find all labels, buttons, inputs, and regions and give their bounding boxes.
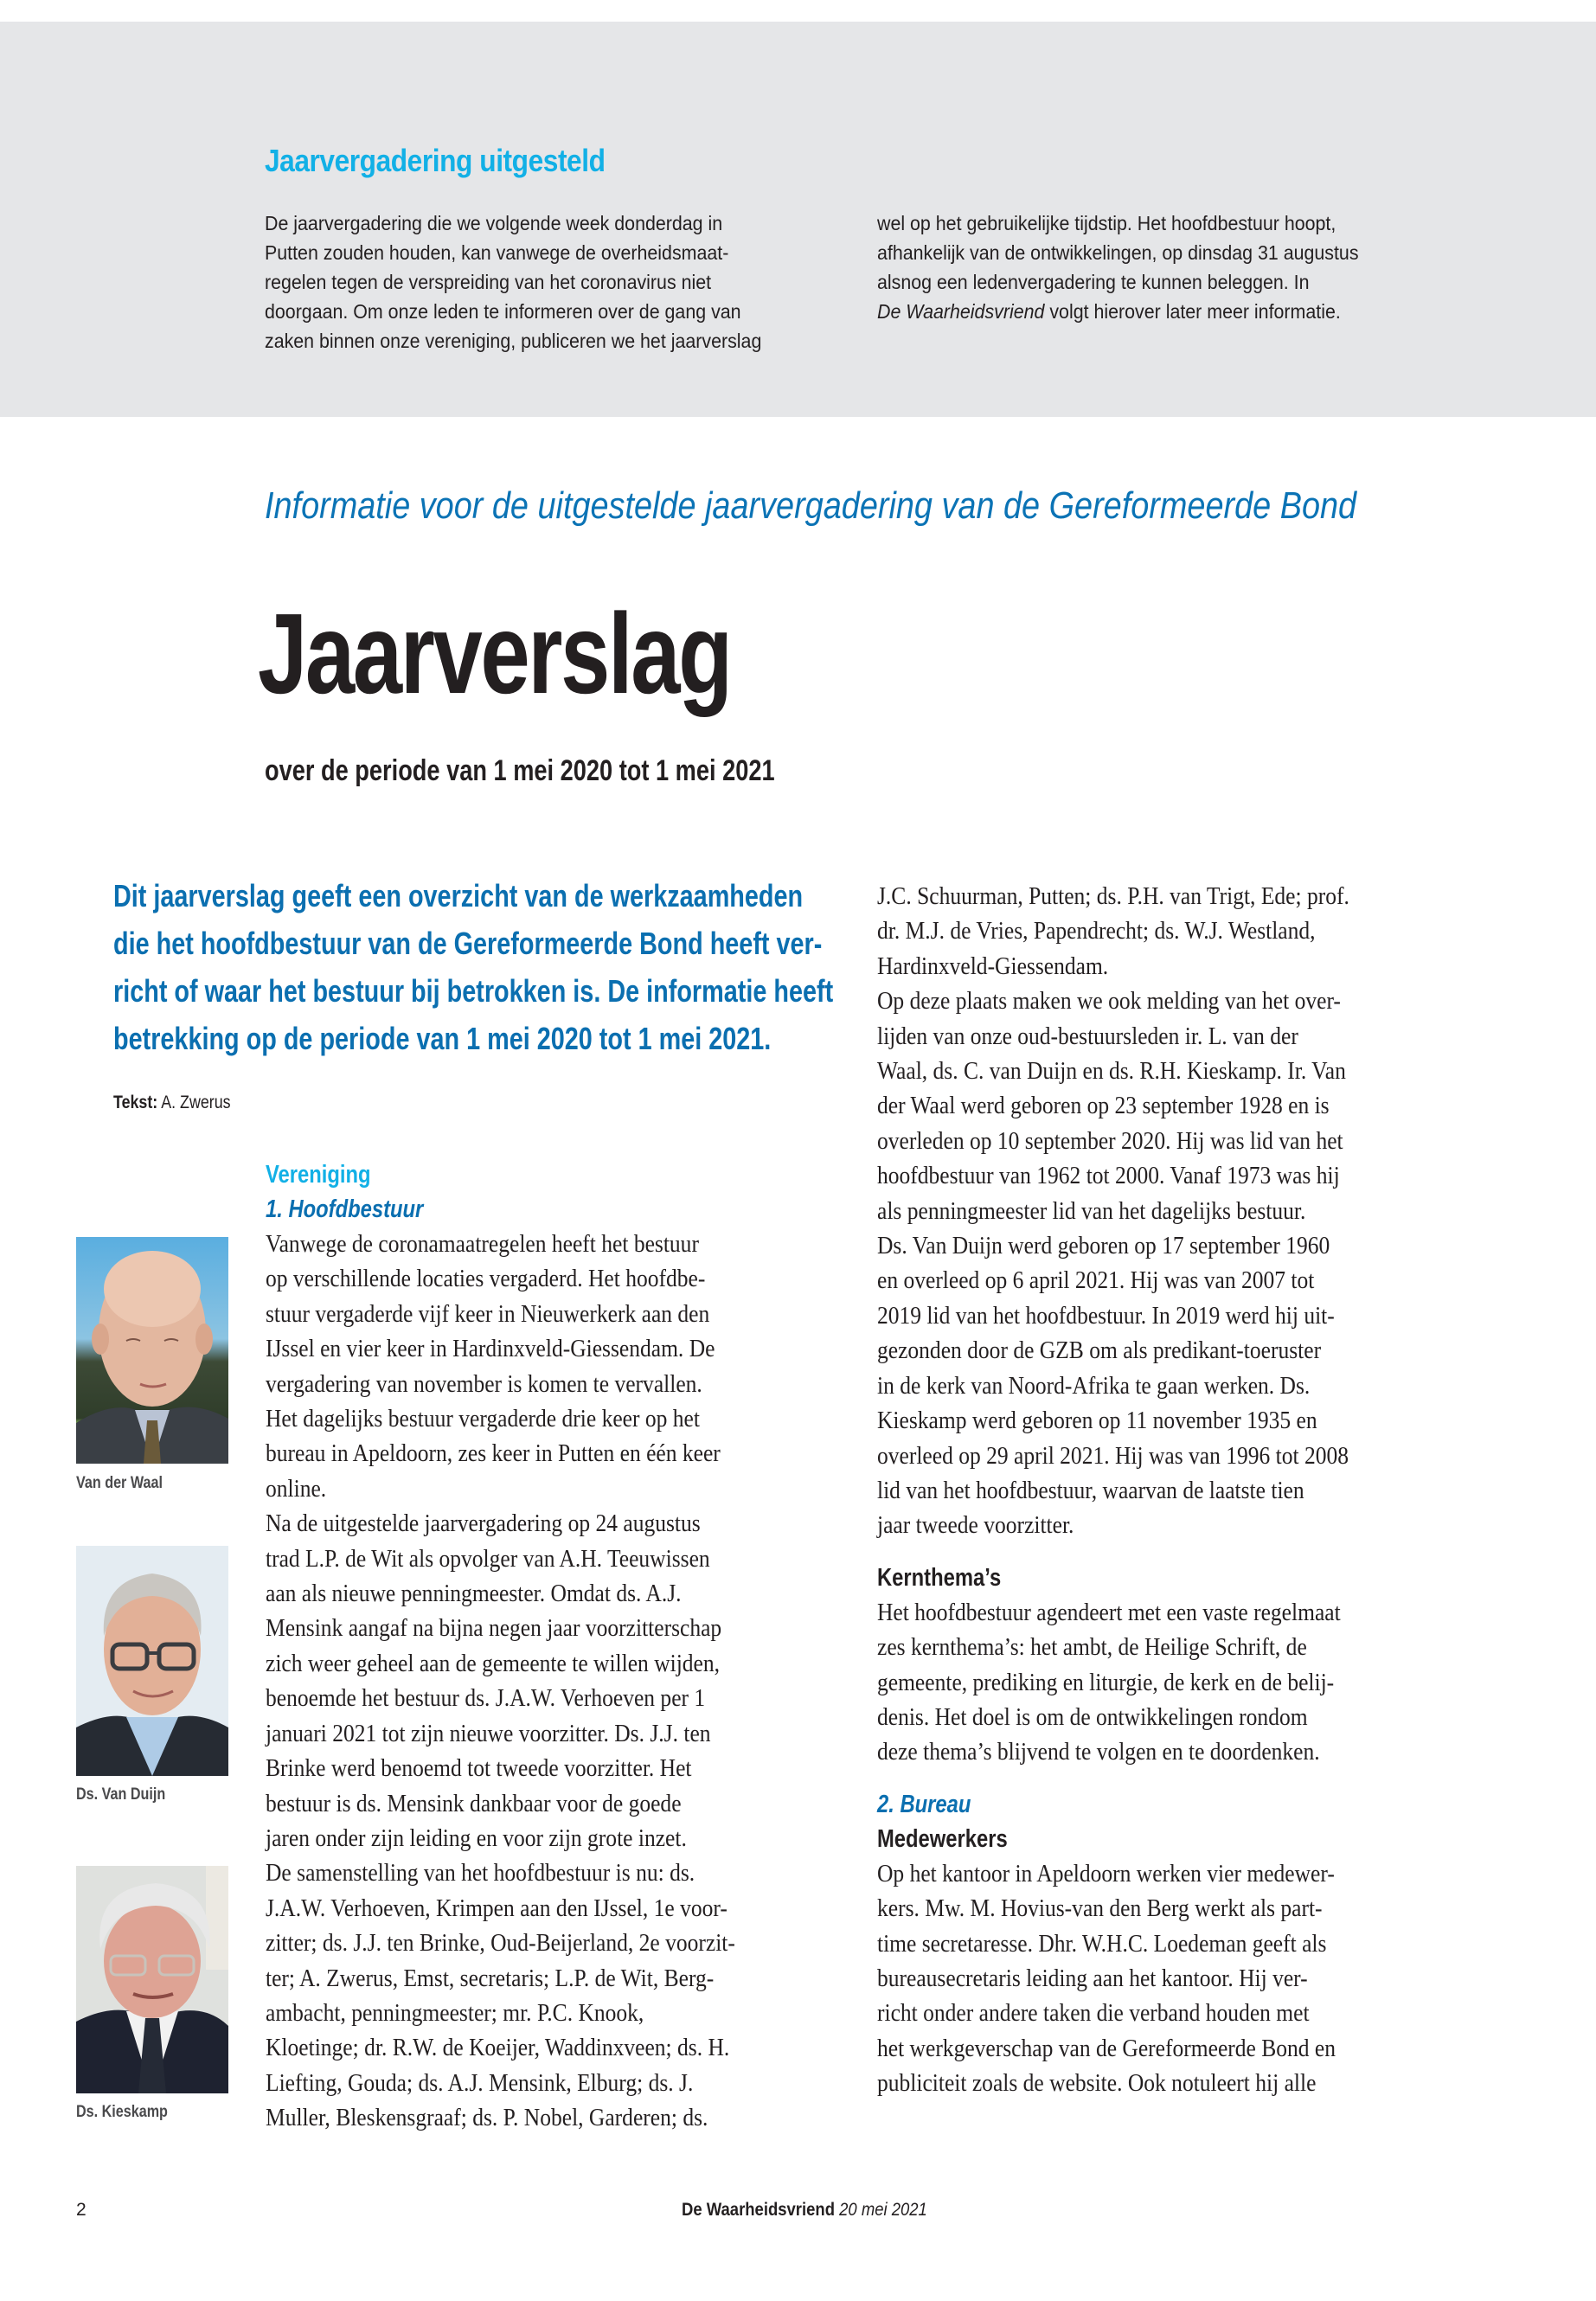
body-line: jaar tweede voorzitter. xyxy=(877,1511,1074,1540)
byline-author: A. Zwerus xyxy=(157,1093,231,1112)
body-line: hoofdbestuur van 1962 tot 2000. Vanaf 1973 was hij xyxy=(877,1162,1340,1190)
body-line: denis. Het doel is om de ontwikkelingen rondom xyxy=(877,1702,1308,1731)
subsection-heading-bureau: 2. Bureau xyxy=(877,1790,971,1818)
publication-date: 20 mei 2021 xyxy=(834,2200,927,2220)
body-line: J.C. Schuurman, Putten; ds. P.H. van Trigt, Ede; prof. xyxy=(877,882,1349,910)
body-line: deze thema’s blijvend te volgen en te doordenken. xyxy=(877,1738,1320,1766)
body-line: gemeente, prediking en liturgie, de kerk en de belij- xyxy=(877,1668,1335,1696)
body-line: 2019 lid van het hoofdbestuur. In 2019 werd hij uit- xyxy=(877,1301,1335,1330)
subtitle: over de periode van 1 mei 2020 tot 1 mei 2021 xyxy=(265,754,775,787)
publication-name: De Waarheidsvriend xyxy=(682,2200,835,2220)
notice-line: alsnog een ledenvergadering te kunnen beleggen. In xyxy=(877,271,1310,293)
body-line: Vanwege de coronamaatregelen heeft het bestuur xyxy=(266,1230,699,1258)
body-line: zitter; ds. J.J. ten Brinke, Oud-Beijerland, 2e voorzit- xyxy=(266,1929,735,1958)
body-line: IJssel en vier keer in Hardinxveld-Giessendam. De xyxy=(266,1335,715,1363)
body-line: januari 2021 tot zijn nieuwe voorzitter. Ds. J.J. ten xyxy=(266,1719,711,1747)
body-line: het werkgeverschap van de Gereformeerde Bond en xyxy=(877,2034,1336,2062)
body-line: der Waal werd geboren op 23 september 1928 en is xyxy=(877,1092,1330,1120)
spacer xyxy=(877,1543,1465,1561)
portrait-photo-van-duijn xyxy=(76,1546,228,1776)
body-line: aan als nieuwe penningmeester. Omdat ds. A.J. xyxy=(266,1580,682,1608)
body-line: benoemde het bestuur ds. J.A.W. Verhoeven per 1 xyxy=(266,1684,706,1713)
portrait-image xyxy=(76,1866,228,2093)
body-line: overleed op 29 april 2021. Hij was van 1996 tot 2008 xyxy=(877,1441,1349,1470)
body-line: als penningmeester lid van het dagelijks bestuur. xyxy=(877,1196,1306,1225)
top-margin xyxy=(0,0,1596,22)
body-line: Op deze plaats maken we ook melding van het over- xyxy=(877,987,1341,1016)
body-line: op verschillende locaties vergaderd. Het hoofdbe- xyxy=(266,1265,706,1293)
body-line: jaren onder zijn leiding en voor zijn grote inzet. xyxy=(266,1823,687,1852)
notice-line: regelen tegen de verspreiding van het coronavirus niet xyxy=(265,271,712,293)
body-line: Ds. Van Duijn werd geboren op 17 september 1960 xyxy=(877,1232,1330,1260)
lead-line: die het hoofdbestuur van de Gereformeerde Bond heeft ver- xyxy=(113,926,823,961)
portrait-image xyxy=(76,1237,228,1464)
notice-line: wel op het gebruikelijke tijdstip. Het hoofdbestuur hoopt, xyxy=(877,212,1336,234)
body-line: Brinke werd benoemd tot tweede voorzitter. Het xyxy=(266,1754,692,1783)
notice-line: De jaarvergadering die we volgende week donderdag in xyxy=(265,212,723,234)
body-line: publiciteit zoals de website. Ook notuleert hij alle xyxy=(877,2069,1317,2098)
notice-line xyxy=(877,297,1408,326)
body-line: bestuur is ds. Mensink dankbaar voor de goede xyxy=(266,1789,682,1817)
body-line: ambacht, penningmeester; mr. P.C. Knook, xyxy=(266,1998,644,2027)
notice-line-rest: volgt hierover later meer informatie. xyxy=(1044,300,1341,323)
body-line: Mensink aangaf na bijna negen jaar voorzitterschap xyxy=(266,1614,722,1643)
body-line: Muller, Bleskensgraaf; ds. P. Nobel, Garderen; ds. xyxy=(266,2104,708,2132)
body-line: lijden van onze oud-bestuursleden ir. L. van der xyxy=(877,1022,1298,1050)
notice-column-1 xyxy=(265,208,836,356)
body-column-2 xyxy=(877,879,1465,2101)
notice-line: afhankelijk van de ontwikkelingen, op dinsdag 31 augustus xyxy=(877,241,1359,264)
body-line: Het hoofdbestuur agendeert met een vaste regelmaat xyxy=(877,1598,1341,1626)
kicker: Informatie voor de uitgestelde jaarvergadering van de Gereformeerde Bond xyxy=(265,484,1357,527)
photo-caption: Ds. Kieskamp xyxy=(76,2103,168,2121)
body-line: Hardinxveld-Giessendam. xyxy=(877,952,1109,980)
section-heading-vereniging: Vereniging xyxy=(266,1161,371,1189)
lead-paragraph xyxy=(113,872,892,1062)
lead-line: Dit jaarverslag geeft een overzicht van de werkzaamheden xyxy=(113,878,804,913)
lead-line: betrekking op de periode van 1 mei 2020 tot 1 mei 2021. xyxy=(113,1021,772,1056)
body-line: Na de uitgestelde jaarvergadering op 24 augustus xyxy=(266,1509,701,1538)
footer-publication xyxy=(682,2200,927,2221)
body-line: trad L.P. de Wit als opvolger van A.H. Teeuwissen xyxy=(266,1544,710,1573)
body-line: Liefting, Gouda; ds. A.J. Mensink, Elburg; ds. J. xyxy=(266,2068,694,2097)
body-line: Kloetinge; dr. R.W. de Koeijer, Waddinxveen; ds. H. xyxy=(266,2034,730,2062)
body-line: online. xyxy=(266,1474,327,1503)
byline-label: Tekst: xyxy=(113,1093,158,1112)
photo-caption: Ds. Van Duijn xyxy=(76,1785,166,1804)
page-title: Jaarverslag xyxy=(258,590,731,717)
body-line: J.A.W. Verhoeven, Krimpen aan den IJssel, 1e voor- xyxy=(266,1894,727,1922)
section-heading-medewerkers: Medewerkers xyxy=(877,1824,1008,1853)
notice-box xyxy=(0,22,1596,417)
section-heading-kernthemas: Kernthema’s xyxy=(877,1563,1002,1592)
body-line: Op het kantoor in Apeldoorn werken vier medewer- xyxy=(877,1859,1335,1888)
body-line: Kieskamp werd geboren op 11 november 1935 en xyxy=(877,1407,1317,1435)
body-line: bureau in Apeldoorn, zes keer in Putten en één keer xyxy=(266,1439,721,1468)
subsection-heading-hoofdbestuur: 1. Hoofdbestuur xyxy=(266,1195,424,1223)
spacer xyxy=(877,1770,1465,1787)
body-line: zes kernthema’s: het ambt, de Heilige Schrift, de xyxy=(877,1633,1307,1662)
notice-line: Putten zouden houden, kan vanwege de overheidsmaat- xyxy=(265,241,729,264)
publication-name: De Waarheidsvriend xyxy=(877,300,1045,323)
notice-column-2 xyxy=(877,208,1448,326)
body-line: De samenstelling van het hoofdbestuur is nu: ds. xyxy=(266,1859,695,1888)
body-column-1 xyxy=(266,1157,836,2136)
portrait-photo-van-der-waal xyxy=(76,1237,228,1464)
body-line: richt onder andere taken die verband houden met xyxy=(877,1999,1310,2028)
notice-line: zaken binnen onze vereniging, publiceren we het jaarverslag xyxy=(265,330,762,352)
notice-title: Jaarvergadering uitgesteld xyxy=(265,143,606,178)
body-line: zich weer geheel aan de gemeente te willen wijden, xyxy=(266,1649,721,1677)
body-line: gezonden door de GZB om als predikant-toeruster xyxy=(877,1336,1322,1365)
body-line: overleden op 10 september 2020. Hij was lid van het xyxy=(877,1126,1343,1155)
body-line: kers. Mw. M. Hovius-van den Berg werkt als part- xyxy=(877,1894,1323,1923)
body-line: time secretaresse. Dhr. W.H.C. Loedeman geeft als xyxy=(877,1929,1327,1958)
body-line: bureausecretaris leiding aan het kantoor. Hij ver- xyxy=(877,1964,1308,1992)
body-line: lid van het hoofdbestuur, waarvan de laatste tien xyxy=(877,1476,1304,1504)
portrait-photo-kieskamp xyxy=(76,1866,228,2093)
body-line: stuur vergaderde vijf keer in Nieuwerkerk aan den xyxy=(266,1299,710,1328)
body-line: vergadering van november is komen te vervallen. xyxy=(266,1369,702,1398)
body-line: en overleed op 6 april 2021. Hij was van 2007 tot xyxy=(877,1266,1315,1295)
byline xyxy=(113,1093,231,1113)
body-line: Het dagelijks bestuur vergaderde drie keer op het xyxy=(266,1405,700,1433)
photo-caption: Van der Waal xyxy=(76,1474,163,1492)
portrait-image xyxy=(76,1546,228,1776)
lead-line: richt of waar het bestuur bij betrokken is. De informatie heeft xyxy=(113,973,834,1009)
page-number: 2 xyxy=(76,2200,87,2220)
notice-line: doorgaan. Om onze leden te informeren over de gang van xyxy=(265,300,741,323)
body-line: ter; A. Zwerus, Emst, secretaris; L.P. de Wit, Berg- xyxy=(266,1964,715,1992)
body-line: dr. M.J. de Vries, Papendrecht; ds. W.J. Westland, xyxy=(877,917,1316,945)
body-line: Waal, ds. C. van Duijn en ds. R.H. Kieskamp. Ir. Van xyxy=(877,1057,1346,1086)
body-line: in de kerk van Noord-Afrika te gaan werken. Ds. xyxy=(877,1371,1311,1400)
